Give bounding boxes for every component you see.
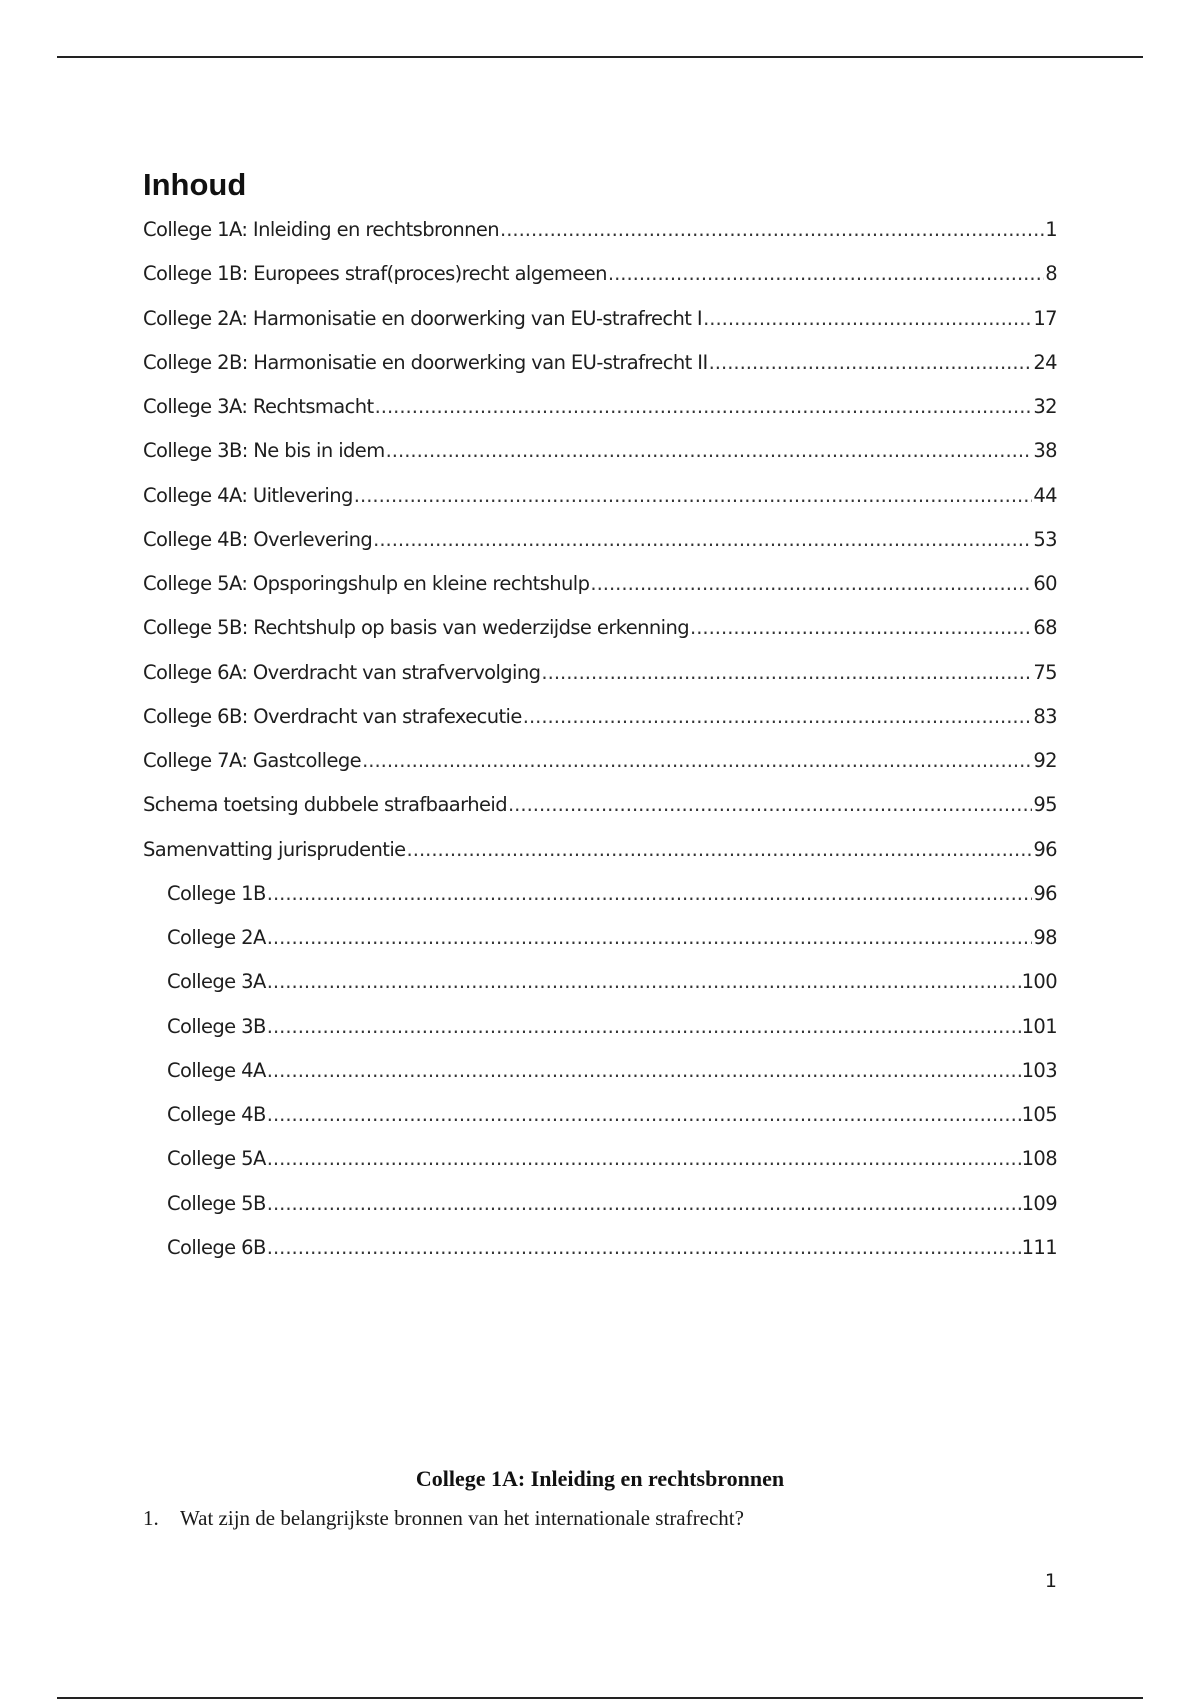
toc-list — [143, 218, 1057, 1280]
toc-entry-page: 92 — [1033, 749, 1057, 772]
toc-entry-title: College 3A — [167, 970, 266, 994]
toc-entry[interactable] — [143, 616, 1057, 660]
toc-dot-leader — [709, 351, 1033, 374]
toc-entry-title: College 6A: Overdracht van strafvervolging — [143, 660, 541, 684]
toc-entry-page: 96 — [1033, 837, 1057, 861]
toc-entry-page: 105 — [1021, 1103, 1057, 1126]
toc-dot-leader — [267, 1015, 1021, 1038]
toc-dot-leader — [523, 705, 1033, 728]
toc-dot-leader — [541, 661, 1032, 684]
section-title: College 1A: Inleiding en rechtsbronnen — [415, 1466, 785, 1491]
toc-entry[interactable] — [143, 439, 1057, 483]
toc-entry[interactable] — [143, 1236, 1057, 1280]
toc-dot-leader — [690, 616, 1032, 639]
toc-entry-title: Samenvatting jurisprudentie — [143, 837, 406, 861]
toc-entry-page: 44 — [1033, 483, 1057, 507]
toc-dot-leader — [267, 1236, 1021, 1259]
toc-entry[interactable] — [143, 484, 1057, 528]
toc-dot-leader — [608, 262, 1044, 285]
toc-entry[interactable] — [143, 1015, 1057, 1059]
toc-entry-title: College 4A: Uitlevering — [143, 483, 353, 507]
toc-entry-page: 75 — [1033, 660, 1057, 684]
bottom-rule — [57, 1697, 1143, 1699]
toc-entry[interactable] — [143, 970, 1057, 1014]
question-item — [143, 1500, 1057, 1536]
toc-entry[interactable] — [143, 1147, 1057, 1191]
toc-entry[interactable] — [143, 749, 1057, 793]
toc-dot-leader — [590, 572, 1032, 595]
toc-entry-title: Schema toetsing dubbele strafbaarheid — [143, 793, 507, 817]
toc-entry-title: College 1B: Europees straf(proces)recht algemeen — [143, 262, 607, 286]
toc-entry[interactable] — [143, 926, 1057, 970]
toc-dot-leader — [267, 1103, 1021, 1126]
toc-entry-title: College 2A — [167, 926, 266, 949]
toc-entry[interactable] — [143, 572, 1057, 616]
toc-dot-leader — [267, 882, 1033, 905]
toc-dot-leader — [703, 307, 1032, 330]
toc-entry-title: College 6B — [167, 1235, 266, 1259]
toc-dot-leader — [386, 439, 1033, 462]
toc-entry-title: College 2A: Harmonisatie en doorwerking van EU-strafrecht I — [143, 306, 703, 330]
toc-dot-leader — [267, 1192, 1021, 1215]
toc-entry-title: College 4A — [167, 1058, 266, 1082]
toc-entry-page: 8 — [1045, 262, 1057, 286]
toc-entry-page: 95 — [1033, 793, 1057, 817]
toc-entry-title: College 3B: Ne bis in idem — [143, 439, 385, 463]
toc-dot-leader — [267, 970, 1021, 993]
toc-dot-leader — [508, 793, 1032, 816]
toc-entry[interactable] — [143, 262, 1057, 306]
toc-entry[interactable] — [143, 838, 1057, 882]
toc-entry-title: College 5B: Rechtshulp op basis van wederzijdse erkenning — [143, 616, 690, 640]
toc-entry-page: 68 — [1033, 616, 1057, 640]
toc-entry-page: 100 — [1021, 970, 1057, 994]
toc-dot-leader — [375, 395, 1033, 418]
toc-dot-leader — [373, 528, 1032, 551]
toc-entry-page: 83 — [1033, 704, 1057, 728]
toc-entry-page: 108 — [1021, 1147, 1057, 1171]
toc-entry[interactable] — [143, 1192, 1057, 1236]
toc-heading: Inhoud — [143, 167, 247, 202]
table-of-contents — [143, 160, 1057, 1280]
question-text: Wat zijn de belangrijkste bronnen van het internationale strafrecht? — [180, 1506, 744, 1530]
toc-entry[interactable] — [143, 307, 1057, 351]
toc-entry-page: 111 — [1021, 1235, 1057, 1259]
toc-entry-title: College 3B — [167, 1014, 266, 1038]
toc-entry[interactable] — [143, 395, 1057, 439]
toc-entry-page: 24 — [1033, 350, 1057, 374]
toc-dot-leader — [267, 1059, 1021, 1082]
toc-entry[interactable] — [143, 882, 1057, 926]
toc-entry[interactable] — [143, 1059, 1057, 1103]
toc-entry-title: College 4B — [167, 1103, 266, 1126]
toc-entry[interactable] — [143, 661, 1057, 705]
toc-entry-page: 53 — [1033, 527, 1057, 551]
toc-entry-page: 38 — [1033, 439, 1057, 463]
toc-entry-title: College 3A: Rechtsmacht — [143, 395, 374, 418]
toc-dot-leader — [267, 1147, 1021, 1170]
toc-entry[interactable] — [143, 705, 1057, 749]
toc-entry[interactable] — [143, 528, 1057, 572]
toc-entry-page: 103 — [1021, 1058, 1057, 1082]
toc-entry-title: College 7A: Gastcollege — [143, 749, 362, 772]
toc-entry[interactable] — [143, 218, 1057, 262]
toc-entry[interactable] — [143, 351, 1057, 395]
toc-entry-page: 96 — [1033, 881, 1057, 905]
toc-entry[interactable] — [143, 793, 1057, 837]
top-rule — [57, 56, 1143, 58]
question-number: 1. — [143, 1506, 159, 1530]
toc-entry-page: 101 — [1021, 1014, 1057, 1038]
page-number: 1 — [1044, 1570, 1057, 1592]
toc-entry-title: College 1B — [167, 881, 266, 905]
toc-entry-title: College 5A — [167, 1147, 266, 1171]
toc-entry-title: College 1A: Inleiding en rechtsbronnen — [143, 218, 499, 241]
toc-dot-leader — [362, 749, 1032, 772]
toc-entry-title: College 4B: Overlevering — [143, 527, 373, 551]
toc-entry[interactable] — [143, 1103, 1057, 1147]
toc-dot-leader — [407, 838, 1033, 861]
toc-entry-page: 109 — [1021, 1191, 1057, 1215]
toc-entry-page: 98 — [1033, 926, 1057, 949]
toc-dot-leader — [354, 484, 1033, 507]
toc-entry-page: 17 — [1033, 306, 1057, 330]
toc-dot-leader — [500, 218, 1044, 241]
toc-entry-page: 32 — [1033, 395, 1057, 418]
section-college-1a — [143, 1458, 1057, 1536]
toc-entry-title: College 5A: Opsporingshulp en kleine rechtshulp — [143, 572, 590, 595]
toc-entry-page: 60 — [1033, 572, 1057, 595]
toc-entry-title: College 5B — [167, 1191, 266, 1215]
toc-entry-title: College 2B: Harmonisatie en doorwerking van EU-strafrecht II — [143, 350, 708, 374]
toc-entry-page: 1 — [1045, 218, 1057, 241]
toc-dot-leader — [267, 926, 1033, 949]
toc-entry-title: College 6B: Overdracht van strafexecutie — [143, 704, 522, 728]
